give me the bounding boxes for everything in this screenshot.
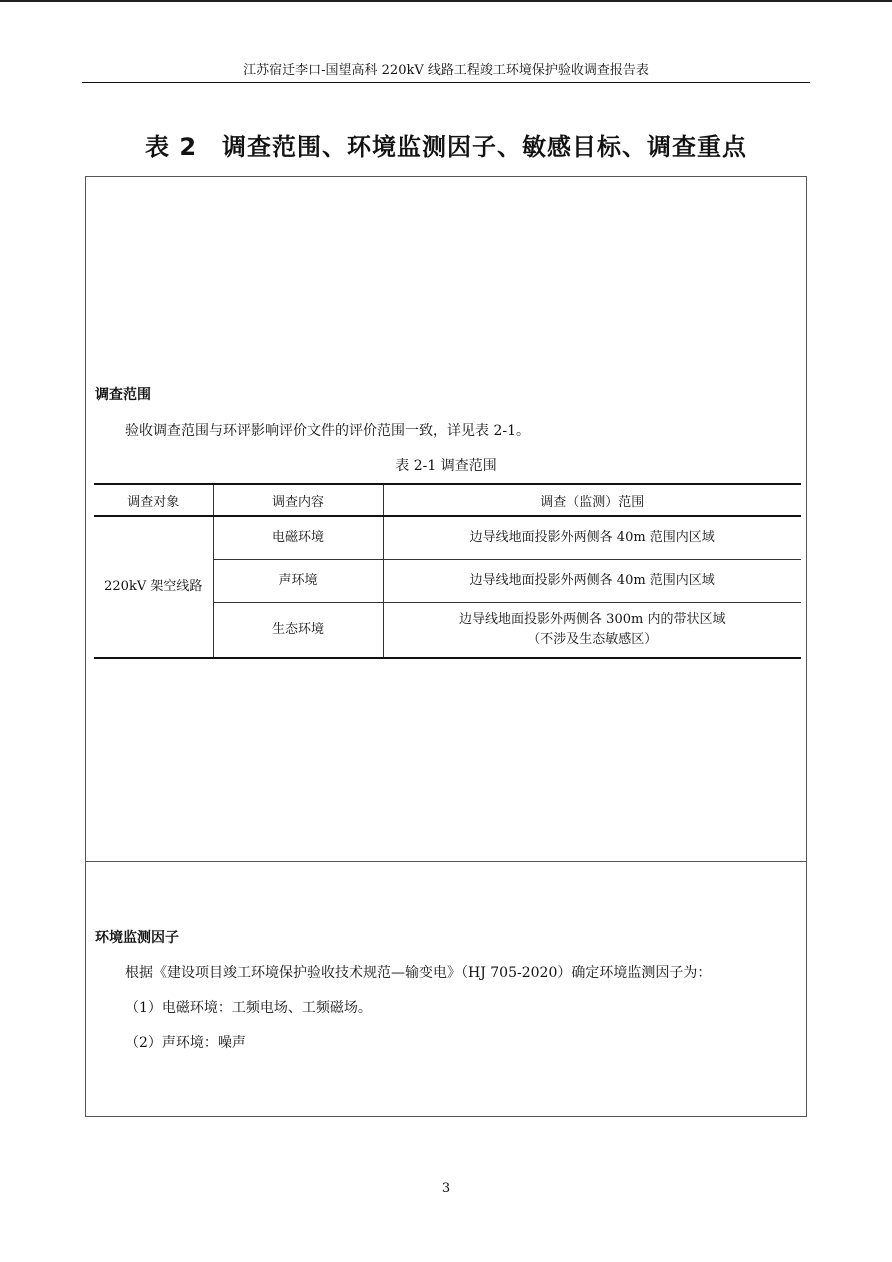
range-cell: 边导线地面投影外两侧各 40m 范围内区域: [383, 516, 801, 560]
column-header-range: 调查（监测）范围: [383, 484, 801, 516]
header-rule: [82, 82, 810, 83]
content-cell: 生态环境: [213, 603, 383, 659]
content-cell: 电磁环境: [213, 516, 383, 560]
running-header: 江苏宿迁李口-国望高科 220kV 线路工程竣工环境保护验收调查报告表: [243, 63, 649, 78]
page-number: 3: [441, 1181, 451, 1196]
monitoring-factor-item: （2）声环境：噪声: [125, 1035, 246, 1051]
range-text: 边导线地面投影外两侧各 300m 内的带状区域: [459, 612, 726, 627]
survey-scope-heading: 调查范围: [95, 387, 151, 403]
survey-scope-table: [94, 483, 801, 659]
section-divider: [86, 861, 806, 862]
table-header-row: [94, 484, 801, 516]
monitoring-factors-heading: 环境监测因子: [95, 930, 179, 946]
range-note: （不涉及生态敏感区）: [527, 632, 658, 647]
column-header-content: 调查内容: [213, 484, 383, 516]
top-border-line: [0, 0, 892, 2]
monitoring-factor-item: （1）电磁环境：工频电场、工频磁场。: [125, 1000, 372, 1016]
range-cell: [383, 603, 801, 659]
survey-scope-intro: 验收调查范围与环评影响评价文件的评价范围一致，详见表 2-1。: [125, 423, 530, 439]
column-header-object: 调查对象: [127, 494, 180, 510]
content-frame: [85, 176, 807, 1117]
monitoring-factors-intro: 根据《建设项目竣工环境保护验收技术规范—输变电》（HJ 705-2020）确定环境监测因子为：: [125, 965, 712, 981]
range-cell: 边导线地面投影外两侧各 40m 范围内区域: [383, 560, 801, 603]
table-row: [94, 516, 801, 560]
page-title: 表 2 调查范围、环境监测因子、敏感目标、调查重点: [144, 133, 748, 161]
content-cell: 声环境: [213, 560, 383, 603]
table-caption: 表 2-1 调查范围: [395, 458, 497, 474]
object-cell: 220kV 架空线路: [104, 579, 203, 594]
